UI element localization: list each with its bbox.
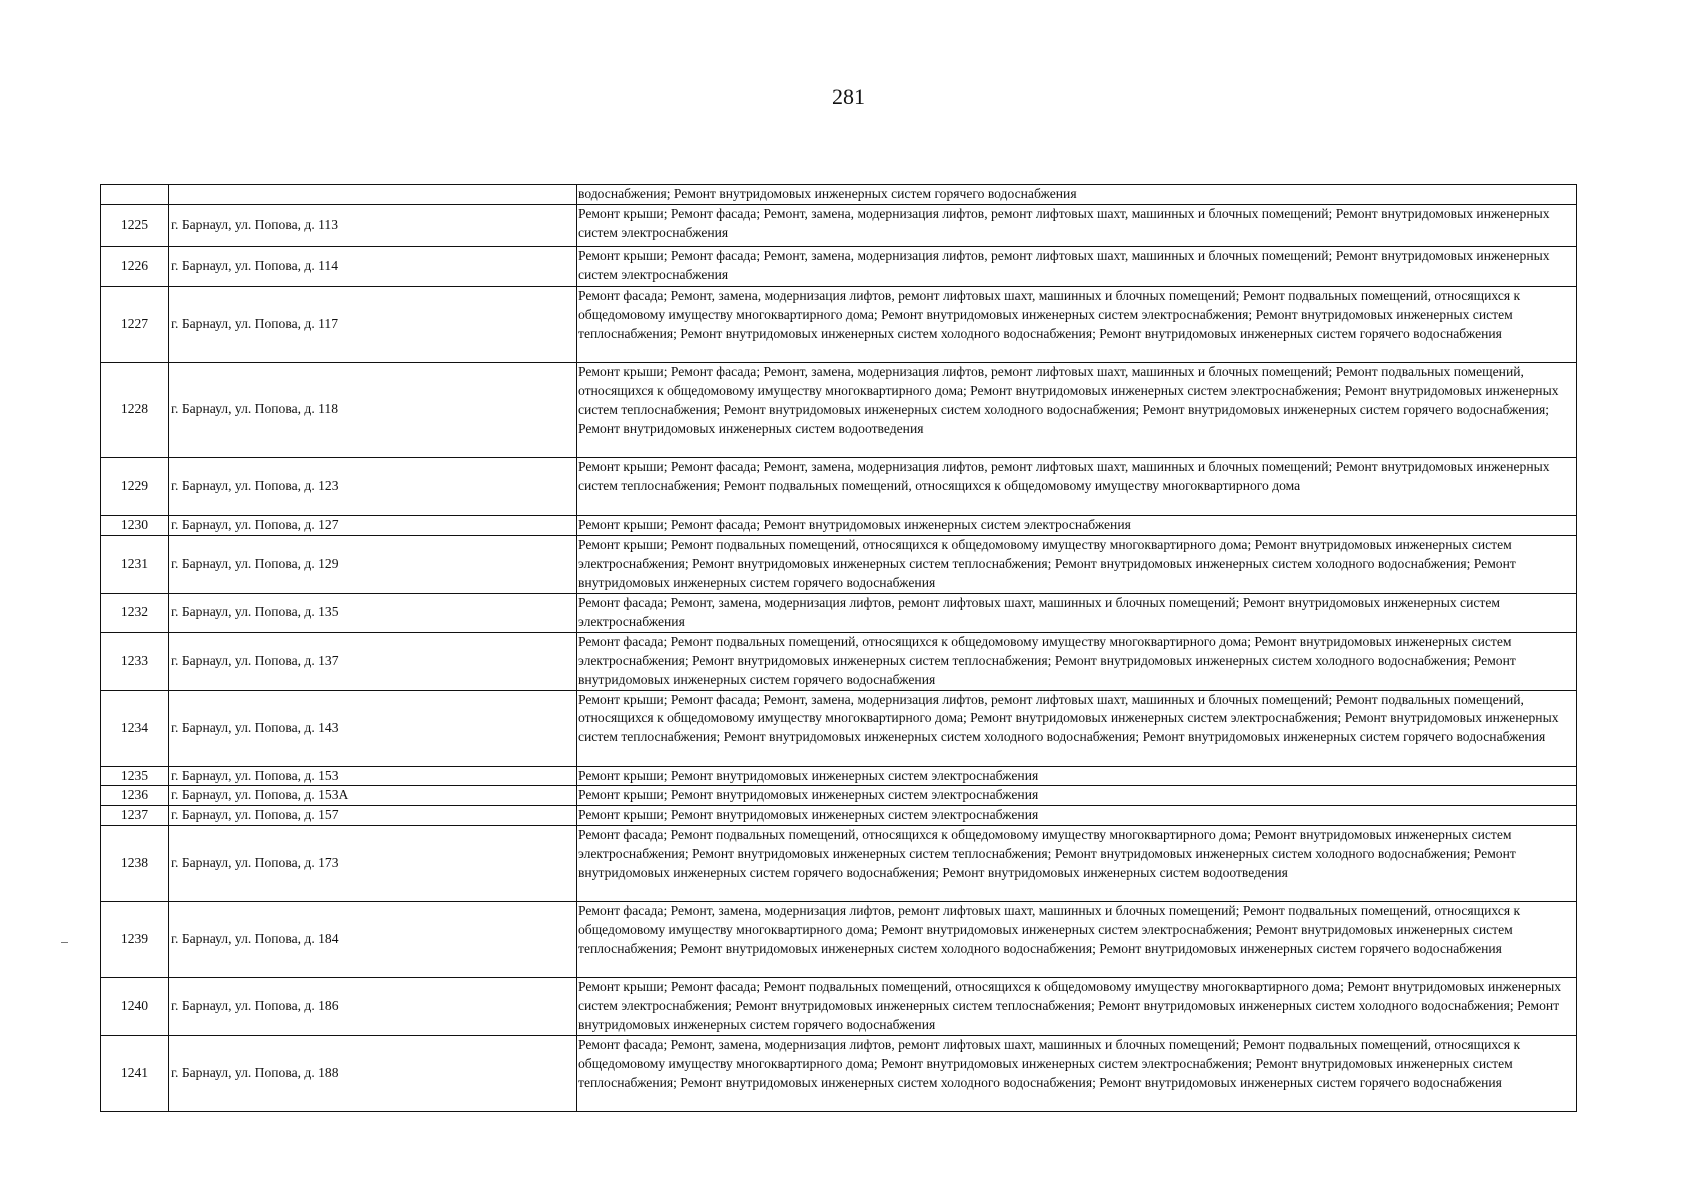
row-number: 1225 <box>101 204 169 246</box>
margin-mark <box>61 942 68 943</box>
table-row <box>101 806 1577 826</box>
row-address: г. Барнаул, ул. Попова, д. 153 <box>169 766 577 786</box>
page-number: 281 <box>832 84 865 109</box>
row-number: 1235 <box>101 766 169 786</box>
row-address: г. Барнаул, ул. Попова, д. 113 <box>169 204 577 246</box>
row-number: 1230 <box>101 515 169 535</box>
table-row <box>101 766 1577 786</box>
row-number: 1239 <box>101 902 169 978</box>
row-address: г. Барнаул, ул. Попова, д. 114 <box>169 246 577 286</box>
table-row <box>101 1035 1577 1111</box>
table-row <box>101 457 1577 515</box>
row-works: Ремонт крыши; Ремонт подвальных помещений, относящихся к общедомовому имуществу многоквартирного дома; Ремонт внутридомовых инженерных систем электроснабжения; Ремонт внутридомовых инженерных систем теплоснабжения; Ремонт внутридомовых инженерных систем холодного водоснабжения; Ремонт внутридомовых инженерных систем горячего водоснабжения <box>577 535 1577 593</box>
row-number: 1238 <box>101 826 169 902</box>
row-works: Ремонт крыши; Ремонт фасада; Ремонт, замена, модернизация лифтов, ремонт лифтовых шахт, машинных и блочных помещений; Ремонт внутридомовых инженерных систем теплоснабжения; Ремонт подвальных помещений, относящихся к общедомовому имуществу многоквартирного дома <box>577 457 1577 515</box>
table-row <box>101 515 1577 535</box>
row-number: 1234 <box>101 690 169 766</box>
repair-register-table <box>100 184 1577 1112</box>
row-address: г. Барнаул, ул. Попова, д. 129 <box>169 535 577 593</box>
row-number: 1241 <box>101 1035 169 1111</box>
row-works: Ремонт крыши; Ремонт фасада; Ремонт, замена, модернизация лифтов, ремонт лифтовых шахт, машинных и блочных помещений; Ремонт внутридомовых инженерных систем электроснабжения <box>577 204 1577 246</box>
row-address <box>169 185 577 205</box>
table-row <box>101 535 1577 593</box>
row-number: 1226 <box>101 246 169 286</box>
row-number: 1236 <box>101 786 169 806</box>
row-works: Ремонт крыши; Ремонт внутридомовых инженерных систем электроснабжения <box>577 766 1577 786</box>
table-row <box>101 826 1577 902</box>
row-works: Ремонт фасада; Ремонт, замена, модернизация лифтов, ремонт лифтовых шахт, машинных и блочных помещений; Ремонт подвальных помещений, относящихся к общедомовому имуществу многоквартирного дома; Ремонт внутридомовых инженерных систем электроснабжения; Ремонт внутридомовых инженерных систем теплоснабжения; Ремонт внутридомовых инженерных систем холодного водоснабжения; Ремонт внутридомовых инженерных систем горячего водоснабжения <box>577 1035 1577 1111</box>
row-works: Ремонт крыши; Ремонт фасада; Ремонт, замена, модернизация лифтов, ремонт лифтовых шахт, машинных и блочных помещений; Ремонт внутридомовых инженерных систем электроснабжения <box>577 246 1577 286</box>
row-works: Ремонт крыши; Ремонт фасада; Ремонт подвальных помещений, относящихся к общедомовому имуществу многоквартирного дома; Ремонт внутридомовых инженерных систем электроснабжения; Ремонт внутридомовых инженерных систем теплоснабжения; Ремонт внутридомовых инженерных систем холодного водоснабжения; Ремонт внутридомовых инженерных систем горячего водоснабжения <box>577 978 1577 1036</box>
row-works: Ремонт фасада; Ремонт подвальных помещений, относящихся к общедомовому имуществу многоквартирного дома; Ремонт внутридомовых инженерных систем электроснабжения; Ремонт внутридомовых инженерных систем теплоснабжения; Ремонт внутридомовых инженерных систем холодного водоснабжения; Ремонт внутридомовых инженерных систем горячего водоснабжения; Ремонт внутридомовых инженерных систем водоотведения <box>577 826 1577 902</box>
table-row <box>101 690 1577 766</box>
row-number: 1240 <box>101 978 169 1036</box>
row-number: 1232 <box>101 593 169 632</box>
table-row <box>101 978 1577 1036</box>
row-number: 1228 <box>101 362 169 457</box>
row-number: 1233 <box>101 632 169 690</box>
row-works: Ремонт крыши; Ремонт фасада; Ремонт, замена, модернизация лифтов, ремонт лифтовых шахт, машинных и блочных помещений; Ремонт подвальных помещений, относящихся к общедомовому имуществу многоквартирного дома; Ремонт внутридомовых инженерных систем электроснабжения; Ремонт внутридомовых инженерных систем теплоснабжения; Ремонт внутридомовых инженерных систем холодного водоснабжения; Ремонт внутридомовых инженерных систем горячего водоснабжения; Ремонт внутридомовых инженерных систем водоотведения <box>577 362 1577 457</box>
row-works: Ремонт фасада; Ремонт, замена, модернизация лифтов, ремонт лифтовых шахт, машинных и блочных помещений; Ремонт подвальных помещений, относящихся к общедомовому имуществу многоквартирного дома; Ремонт внутридомовых инженерных систем электроснабжения; Ремонт внутридомовых инженерных систем теплоснабжения; Ремонт внутридомовых инженерных систем холодного водоснабжения; Ремонт внутридомовых инженерных систем горячего водоснабжения <box>577 902 1577 978</box>
row-address: г. Барнаул, ул. Попова, д. 173 <box>169 826 577 902</box>
row-works: Ремонт фасада; Ремонт, замена, модернизация лифтов, ремонт лифтовых шахт, машинных и блочных помещений; Ремонт внутридомовых инженерных систем электроснабжения <box>577 593 1577 632</box>
table-row <box>101 204 1577 246</box>
row-number <box>101 185 169 205</box>
table-row <box>101 593 1577 632</box>
row-works: Ремонт крыши; Ремонт фасада; Ремонт внутридомовых инженерных систем электроснабжения <box>577 515 1577 535</box>
row-number: 1231 <box>101 535 169 593</box>
row-works: Ремонт фасада; Ремонт, замена, модернизация лифтов, ремонт лифтовых шахт, машинных и блочных помещений; Ремонт подвальных помещений, относящихся к общедомовому имуществу многоквартирного дома; Ремонт внутридомовых инженерных систем электроснабжения; Ремонт внутридомовых инженерных систем теплоснабжения; Ремонт внутридомовых инженерных систем холодного водоснабжения; Ремонт внутридомовых инженерных систем горячего водоснабжения <box>577 286 1577 362</box>
row-address: г. Барнаул, ул. Попова, д. 153А <box>169 786 577 806</box>
row-number: 1229 <box>101 457 169 515</box>
row-address: г. Барнаул, ул. Попова, д. 143 <box>169 690 577 766</box>
row-address: г. Барнаул, ул. Попова, д. 135 <box>169 593 577 632</box>
row-address: г. Барнаул, ул. Попова, д. 123 <box>169 457 577 515</box>
table-row <box>101 286 1577 362</box>
table-row <box>101 185 1577 205</box>
table-row <box>101 902 1577 978</box>
table-row <box>101 786 1577 806</box>
row-number: 1227 <box>101 286 169 362</box>
row-works: водоснабжения; Ремонт внутридомовых инженерных систем горячего водоснабжения <box>577 185 1577 205</box>
row-works: Ремонт фасада; Ремонт подвальных помещений, относящихся к общедомовому имуществу многоквартирного дома; Ремонт внутридомовых инженерных систем электроснабжения; Ремонт внутридомовых инженерных систем теплоснабжения; Ремонт внутридомовых инженерных систем холодного водоснабжения; Ремонт внутридомовых инженерных систем горячего водоснабжения <box>577 632 1577 690</box>
table-row <box>101 632 1577 690</box>
row-address: г. Барнаул, ул. Попова, д. 186 <box>169 978 577 1036</box>
row-works: Ремонт крыши; Ремонт внутридомовых инженерных систем электроснабжения <box>577 806 1577 826</box>
row-address: г. Барнаул, ул. Попова, д. 117 <box>169 286 577 362</box>
row-works: Ремонт крыши; Ремонт внутридомовых инженерных систем электроснабжения <box>577 786 1577 806</box>
table-row <box>101 246 1577 286</box>
table-row <box>101 362 1577 457</box>
row-number: 1237 <box>101 806 169 826</box>
row-works: Ремонт крыши; Ремонт фасада; Ремонт, замена, модернизация лифтов, ремонт лифтовых шахт, машинных и блочных помещений; Ремонт подвальных помещений, относящихся к общедомовому имуществу многоквартирного дома; Ремонт внутридомовых инженерных систем электроснабжения; Ремонт внутридомовых инженерных систем теплоснабжения; Ремонт внутридомовых инженерных систем холодного водоснабжения; Ремонт внутридомовых инженерных систем горячего водоснабжения <box>577 690 1577 766</box>
row-address: г. Барнаул, ул. Попова, д. 188 <box>169 1035 577 1111</box>
row-address: г. Барнаул, ул. Попова, д. 184 <box>169 902 577 978</box>
row-address: г. Барнаул, ул. Попова, д. 137 <box>169 632 577 690</box>
row-address: г. Барнаул, ул. Попова, д. 157 <box>169 806 577 826</box>
row-address: г. Барнаул, ул. Попова, д. 127 <box>169 515 577 535</box>
row-address: г. Барнаул, ул. Попова, д. 118 <box>169 362 577 457</box>
